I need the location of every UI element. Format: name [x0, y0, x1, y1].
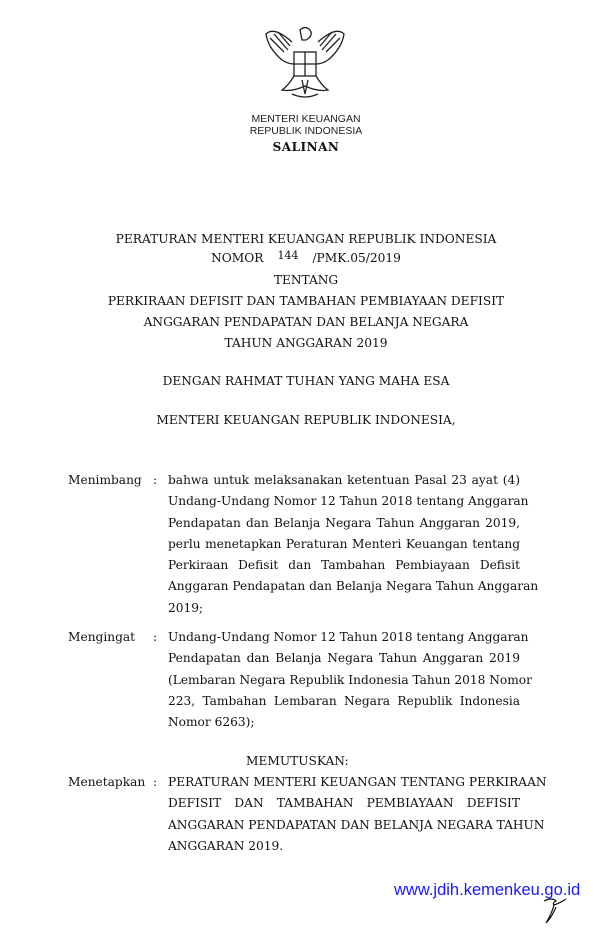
tentang-heading: TENTANG — [273, 273, 339, 287]
regulation-title: PERATURAN MENTERI KEUANGAN REPUBLIK INDONESIA — [115, 232, 497, 246]
text-line: Pendapatan dan Belanja Negara Tahun Anggaran 2019 — [168, 651, 520, 666]
subject-line-3: TAHUN ANGGARAN 2019 — [224, 336, 388, 350]
nomor-value: 144 — [277, 249, 299, 262]
text-line: Pendapatan dan Belanja Negara Tahun Anggaran 2019, — [168, 515, 520, 530]
text-line: ANGGARAN PENDAPATAN DAN BELANJA NEGARA TAHUN — [168, 817, 545, 832]
text-line: ANGGARAN 2019. — [168, 838, 284, 853]
signature-initial-icon — [540, 895, 570, 925]
nomor-suffix: /PMK.05/2019 — [312, 251, 401, 265]
salinan-stamp: SALINAN — [272, 140, 340, 154]
org-name-line1: MENTERI KEUANGAN — [251, 113, 361, 125]
menetapkan-label: Menetapkan — [68, 775, 146, 789]
text-line: bahwa untuk melaksanakan ketentuan Pasal 23 ayat (4) — [168, 473, 520, 487]
text-line: 223, Tambahan Lembaran Negara Republik Indonesia — [168, 693, 520, 708]
garuda-emblem-icon — [262, 22, 348, 108]
text-line: perlu menetapkan Peraturan Menteri Keuangan tentang — [168, 536, 520, 551]
org-name-line2: REPUBLIK INDONESIA — [249, 125, 363, 137]
memutuskan-heading: MEMUTUSKAN: — [246, 754, 349, 768]
text-line: Undang-Undang Nomor 12 Tahun 2018 tentang Anggaran — [168, 494, 529, 509]
text-line: DEFISIT DAN TAMBAHAN PEMBIAYAAN DEFISIT — [168, 796, 520, 811]
subject-line-1: PERKIRAAN DEFISIT DAN TAMBAHAN PEMBIAYAAN DEFISIT — [107, 294, 505, 308]
regulation-number — [0, 248, 612, 269]
menimbang-colon: : — [153, 473, 158, 487]
mengingat-colon: : — [153, 630, 158, 644]
jdih-url-link[interactable]: www.jdih.kemenkeu.go.id — [394, 881, 581, 899]
text-line: PERATURAN MENTERI KEUANGAN TENTANG PERKIRAAN — [168, 775, 547, 789]
text-line: (Lembaran Negara Republik Indonesia Tahun 2018 Nomor — [168, 672, 532, 687]
invocation: DENGAN RAHMAT TUHAN YANG MAHA ESA — [162, 374, 450, 388]
nomor-label: NOMOR — [211, 251, 264, 265]
text-line: Undang-Undang Nomor 12 Tahun 2018 tentang Anggaran — [168, 630, 529, 644]
menimbang-text — [168, 470, 539, 619]
menimbang-label: Menimbang — [68, 473, 142, 487]
text-line: 2019; — [168, 600, 204, 615]
mengingat-text — [168, 627, 532, 733]
text-line: Nomor 6263); — [168, 715, 255, 730]
subject-line-2: ANGGARAN PENDAPATAN DAN BELANJA NEGARA — [143, 315, 469, 329]
mengingat-label: Mengingat — [68, 630, 136, 644]
authority: MENTERI KEUANGAN REPUBLIK INDONESIA, — [156, 413, 456, 427]
text-line: Anggaran Pendapatan dan Belanja Negara Tahun Anggaran — [168, 579, 539, 594]
menetapkan-text — [168, 772, 547, 857]
text-line: Perkiraan Defisit dan Tambahan Pembiayaan Defisit — [168, 558, 520, 573]
menetapkan-colon: : — [153, 775, 158, 789]
